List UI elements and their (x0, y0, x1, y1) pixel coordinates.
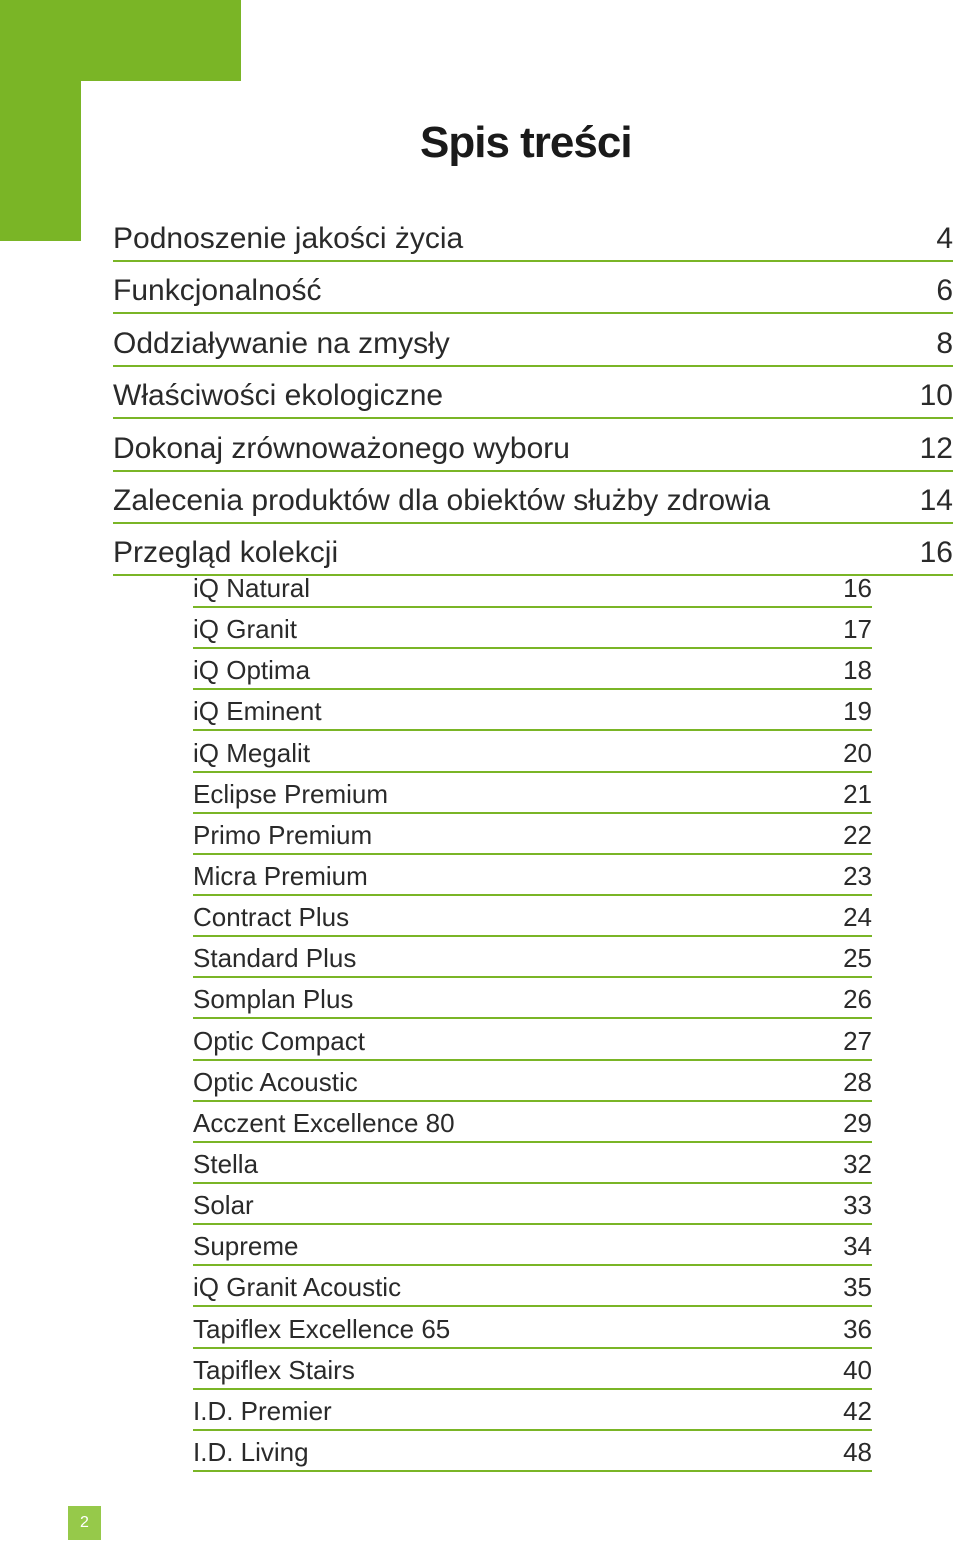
toc-subentry-page: 18 (843, 655, 872, 686)
toc-subentry[interactable] (193, 979, 872, 1019)
toc-subentry-label: iQ Granit Acoustic (193, 1272, 402, 1303)
toc-subentry-label: Eclipse Premium (193, 778, 389, 809)
toc-subentry-label: Acczent Excellence 80 (193, 1107, 455, 1138)
toc-entry-page: 14 (919, 483, 953, 517)
toc-subentry-page: 28 (843, 1066, 872, 1097)
toc-subentry-label: Primo Premium (193, 819, 373, 850)
toc-subentry-label: Somplan Plus (193, 984, 354, 1015)
toc-sub-list (193, 568, 872, 1473)
toc-subentry-label: Stella (193, 1148, 259, 1179)
toc-subentry-page: 35 (843, 1272, 872, 1303)
toc-subentry-label: Tapiflex Stairs (193, 1354, 355, 1385)
toc-subentry[interactable] (193, 1062, 872, 1102)
toc-subentry-page: 16 (843, 573, 872, 603)
toc-subentry-page: 20 (843, 737, 872, 768)
toc-entry-page: 12 (919, 431, 953, 465)
toc-subentry-page: 24 (843, 902, 872, 933)
toc-subentry-page: 22 (843, 819, 872, 850)
toc-subentry-page: 48 (843, 1436, 872, 1467)
toc-entry-label: Właściwości ekologiczne (113, 379, 444, 413)
toc-entry[interactable] (113, 264, 953, 314)
toc-entry[interactable] (113, 369, 953, 419)
toc-subentry[interactable] (193, 568, 872, 608)
toc-subentry[interactable] (193, 1350, 872, 1390)
toc-subentry[interactable] (193, 897, 872, 937)
toc-subentry-label: iQ Megalit (193, 737, 311, 768)
toc-subentry[interactable] (193, 1309, 872, 1349)
toc-subentry-page: 40 (843, 1354, 872, 1385)
toc-entry-label: Dokonaj zrównoważonego wyboru (113, 431, 570, 465)
toc-subentry-label: Solar (193, 1190, 254, 1221)
toc-subentry[interactable] (193, 815, 872, 855)
toc-subentry[interactable] (193, 774, 872, 814)
toc-subentry-label: Supreme (193, 1231, 299, 1262)
toc-entry-page: 8 (936, 326, 953, 360)
toc-entry-label: Podnoszenie jakości życia (113, 222, 464, 255)
page-number-badge: 2 (68, 1506, 101, 1540)
toc-entry[interactable] (113, 212, 953, 262)
toc-subentry-page: 25 (843, 943, 872, 974)
toc-subentry[interactable] (193, 1144, 872, 1184)
toc-subentry[interactable] (193, 856, 872, 896)
toc-subentry-page: 27 (843, 1025, 872, 1056)
page-title: Spis treści (420, 118, 632, 167)
toc-subentry[interactable] (193, 650, 872, 690)
toc-entry-page: 10 (919, 379, 953, 413)
toc-subentry-label: iQ Granit (193, 614, 298, 645)
toc-subentry-label: I.D. Living (193, 1436, 309, 1467)
toc-subentry-label: iQ Optima (193, 655, 311, 686)
toc-entry-label: Oddziaływanie na zmysły (113, 326, 450, 360)
toc-subentry-page: 19 (843, 696, 872, 727)
toc-entry-label: Przegląd kolekcji (113, 536, 339, 570)
toc-subentry-page: 36 (843, 1313, 872, 1344)
toc-subentry[interactable] (193, 1226, 872, 1266)
toc-subentry-label: iQ Eminent (193, 696, 322, 727)
toc-subentry[interactable] (193, 733, 872, 773)
toc-subentry-page: 32 (843, 1148, 872, 1179)
toc-subentry-label: Tapiflex Excellence 65 (193, 1313, 451, 1344)
toc-subentry-label: I.D. Premier (193, 1395, 332, 1426)
toc-entry-label: Zalecenia produktów dla obiektów służby zdrowia (113, 483, 771, 517)
toc-entry[interactable] (113, 422, 953, 472)
toc-subentry[interactable] (193, 691, 872, 731)
toc-subentry-page: 23 (843, 860, 872, 891)
toc-entry-page: 16 (919, 536, 953, 570)
toc-subentry[interactable] (193, 609, 872, 649)
toc-subentry-label: Micra Premium (193, 860, 368, 891)
toc-subentry-label: Optic Compact (193, 1025, 365, 1056)
toc-subentry[interactable] (193, 1391, 872, 1431)
toc-subentry-page: 34 (843, 1231, 872, 1262)
toc-subentry-page: 42 (843, 1395, 872, 1426)
toc-subentry-label: Contract Plus (193, 902, 350, 933)
toc-subentry[interactable] (193, 1021, 872, 1061)
toc-subentry-page: 17 (843, 614, 872, 645)
toc-subentry-label: Standard Plus (193, 943, 357, 974)
toc-entry-label: Funkcjonalność (113, 274, 322, 308)
toc-subentry-label: Optic Acoustic (193, 1066, 358, 1097)
toc-entry-page: 4 (936, 222, 953, 255)
toc-subentry-label: iQ Natural (193, 573, 311, 603)
toc-subentry-page: 33 (843, 1190, 872, 1221)
toc-subentry[interactable] (193, 1185, 872, 1225)
toc-subentry[interactable] (193, 1432, 872, 1472)
toc-main-list (113, 212, 953, 579)
toc-subentry[interactable] (193, 938, 872, 978)
toc-subentry-page: 26 (843, 984, 872, 1015)
toc-entry[interactable] (113, 317, 953, 367)
toc-entry[interactable] (113, 474, 953, 524)
toc-subentry-page: 21 (843, 778, 872, 809)
toc-entry-page: 6 (936, 274, 953, 308)
toc-subentry[interactable] (193, 1267, 872, 1307)
toc-subentry[interactable] (193, 1103, 872, 1143)
toc-subentry-page: 29 (843, 1107, 872, 1138)
